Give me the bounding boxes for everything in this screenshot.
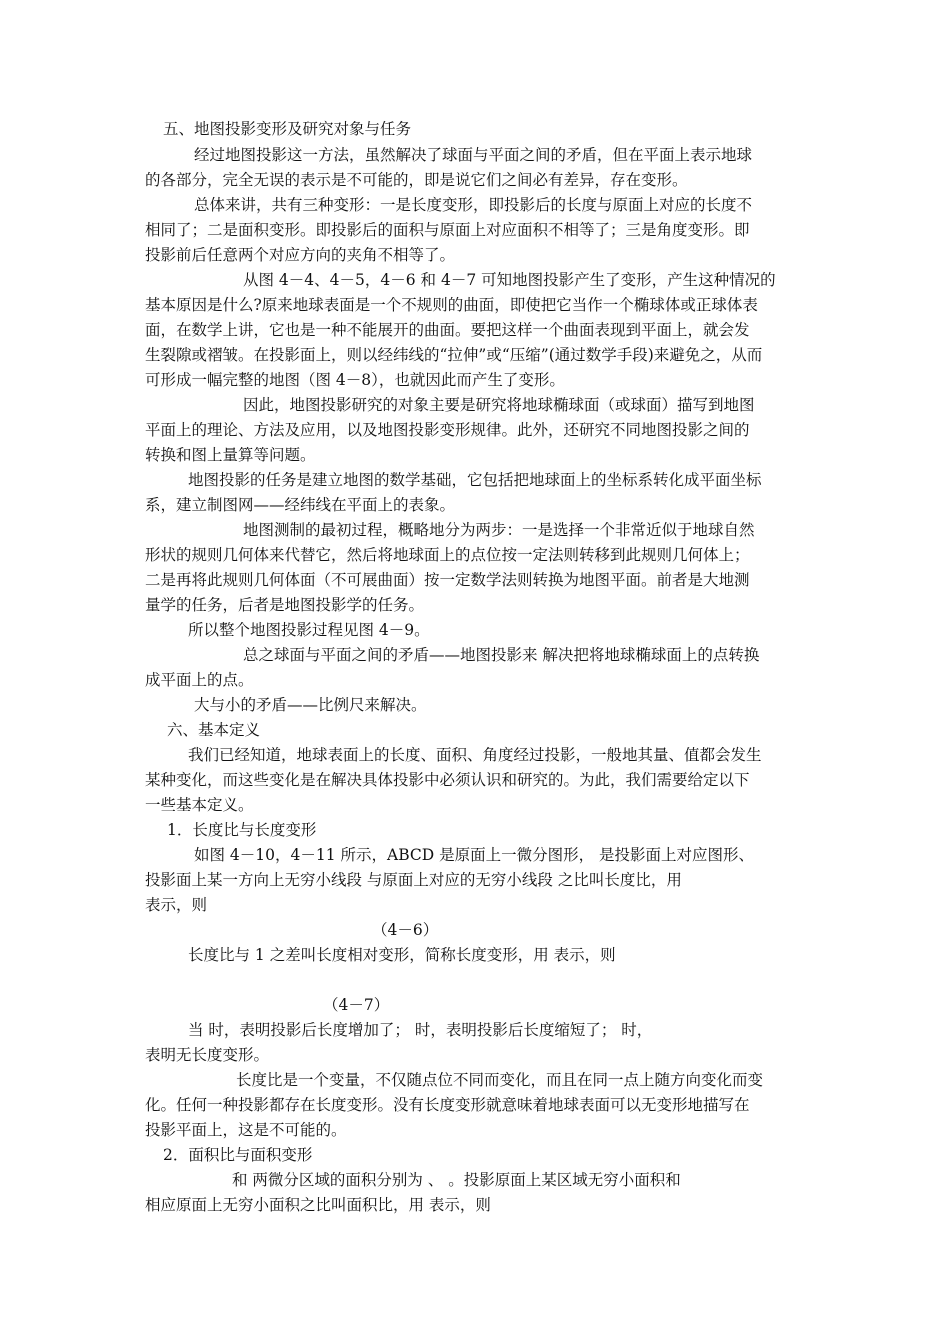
paragraph-line: 投影前后任意两个对应方向的夹角不相等了。 <box>145 246 456 264</box>
paragraph-line: 和 两微分区域的面积分别为 、 。投影原面上某区域无穷小面积和 <box>232 1171 681 1189</box>
paragraph-line: 二是再将此规则几何体面（不可展曲面）按一定数学法则转换为地图平面。前者是大地测 <box>145 571 750 589</box>
paragraph-line: 地图测制的最初过程，概略地分为两步：一是选择一个非常近似于地球自然 <box>243 521 755 539</box>
paragraph-line: 所以整个地图投影过程见图 4－9。 <box>188 621 430 639</box>
paragraph-line: 量学的任务，后者是地图投影学的任务。 <box>145 596 425 614</box>
paragraph-line: 基本原因是什么?原来地球表面是一个不规则的曲面，即使把它当作一个椭球体或正球体表 <box>145 296 758 314</box>
paragraph-line: 我们已经知道，地球表面上的长度、面积、角度经过投影，一般地其量、值都会发生 <box>188 746 762 764</box>
paragraph-line: 的各部分，完全无误的表示是不可能的，即是说它们之间必有差异，存在变形。 <box>145 171 688 189</box>
paragraph-line: 相应原面上无穷小面积之比叫面积比，用 表示，则 <box>145 1196 491 1214</box>
paragraph-line: 形状的规则几何体来代替它，然后将地球面上的点位按一定法则转移到此规则几何体上； <box>145 546 750 564</box>
paragraph-line: 生裂隙或褶皱。在投影面上，则以经纬线的“拉伸”或“压缩”(通过数学手段)来避免之，从而 <box>145 346 763 364</box>
paragraph-line: 长度比是一个变量，不仅随点位不同而变化，而且在同一点上随方向变化而变 <box>236 1071 764 1089</box>
paragraph-line: 某种变化，而这些变化是在解决具体投影中必须认识和研究的。为此，我们需要给定以下 <box>145 771 750 789</box>
paragraph-line: 总之球面与平面之间的矛盾——地图投影来 解决把将地球椭球面上的点转换 <box>243 646 760 664</box>
paragraph-line: 地图投影的任务是建立地图的数学基础，它包括把地球面上的坐标系转化成平面坐标 <box>188 471 762 489</box>
paragraph-line: 投影平面上，这是不可能的。 <box>145 1121 347 1139</box>
paragraph-line: 面，在数学上讲，它也是一种不能展开的曲面。要把这样一个曲面表现到平面上，就会发 <box>145 321 750 339</box>
paragraph-line: 长度比与 1 之差叫长度相对变形，简称长度变形，用 表示，则 <box>188 946 616 964</box>
paragraph-line: 一些基本定义。 <box>145 796 254 814</box>
paragraph-line: 表示，则 <box>145 896 208 914</box>
paragraph-line: 当 时，表明投影后长度增加了； 时，表明投影后长度缩短了； 时， <box>188 1021 653 1039</box>
paragraph-line: 化。任何一种投影都存在长度变形。没有长度变形就意味着地球表面可以无变形地描写在 <box>145 1096 750 1114</box>
paragraph-line: 如图 4－10，4－11 所示，ABCD 是原面上一微分图形， 是投影面上对应图形、 <box>194 846 755 864</box>
equation-number: （4－7） <box>323 996 390 1014</box>
paragraph-line: 总体来讲，共有三种变形：一是长度变形，即投影后的长度与原面上对应的长度不 <box>194 196 753 214</box>
paragraph-line: 经过地图投影这一方法，虽然解决了球面与平面之间的矛盾，但在平面上表示地球 <box>194 146 753 164</box>
subsection-heading: 2．面积比与面积变形 <box>163 1146 313 1164</box>
paragraph-line: 从图 4－4、4－5，4－6 和 4－7 可知地图投影产生了变形，产生这种情况的 <box>243 271 776 289</box>
paragraph-line: 相同了；二是面积变形。即投影后的面积与原面上对应面积不相等了；三是角度变形。即 <box>145 221 750 239</box>
paragraph-line: 系，建立制图网——经纬线在平面上的表象。 <box>145 496 456 514</box>
paragraph-line: 大与小的矛盾——比例尺来解决。 <box>194 696 427 714</box>
paragraph-line: 表明无长度变形。 <box>145 1046 270 1064</box>
paragraph-line: 投影面上某一方向上无穷小线段 与原面上对应的无穷小线段 之比叫长度比，用 <box>145 871 682 889</box>
section-heading: 六、基本定义 <box>167 721 261 739</box>
paragraph-line: 成平面上的点。 <box>145 671 254 689</box>
section-heading: 五、地图投影变形及研究对象与任务 <box>163 120 412 138</box>
paragraph-line: 转换和图上量算等问题。 <box>145 446 316 464</box>
equation-number: （4－6） <box>372 921 439 939</box>
paragraph-line: 因此，地图投影研究的对象主要是研究将地球椭球面（或球面）描写到地图 <box>243 396 755 414</box>
subsection-heading: 1．长度比与长度变形 <box>167 821 317 839</box>
paragraph-line: 可形成一幅完整的地图（图 4－8），也就因此而产生了变形。 <box>145 371 565 389</box>
paragraph-line: 平面上的理论、方法及应用，以及地图投影变形规律。此外，还研究不同地图投影之间的 <box>145 421 750 439</box>
